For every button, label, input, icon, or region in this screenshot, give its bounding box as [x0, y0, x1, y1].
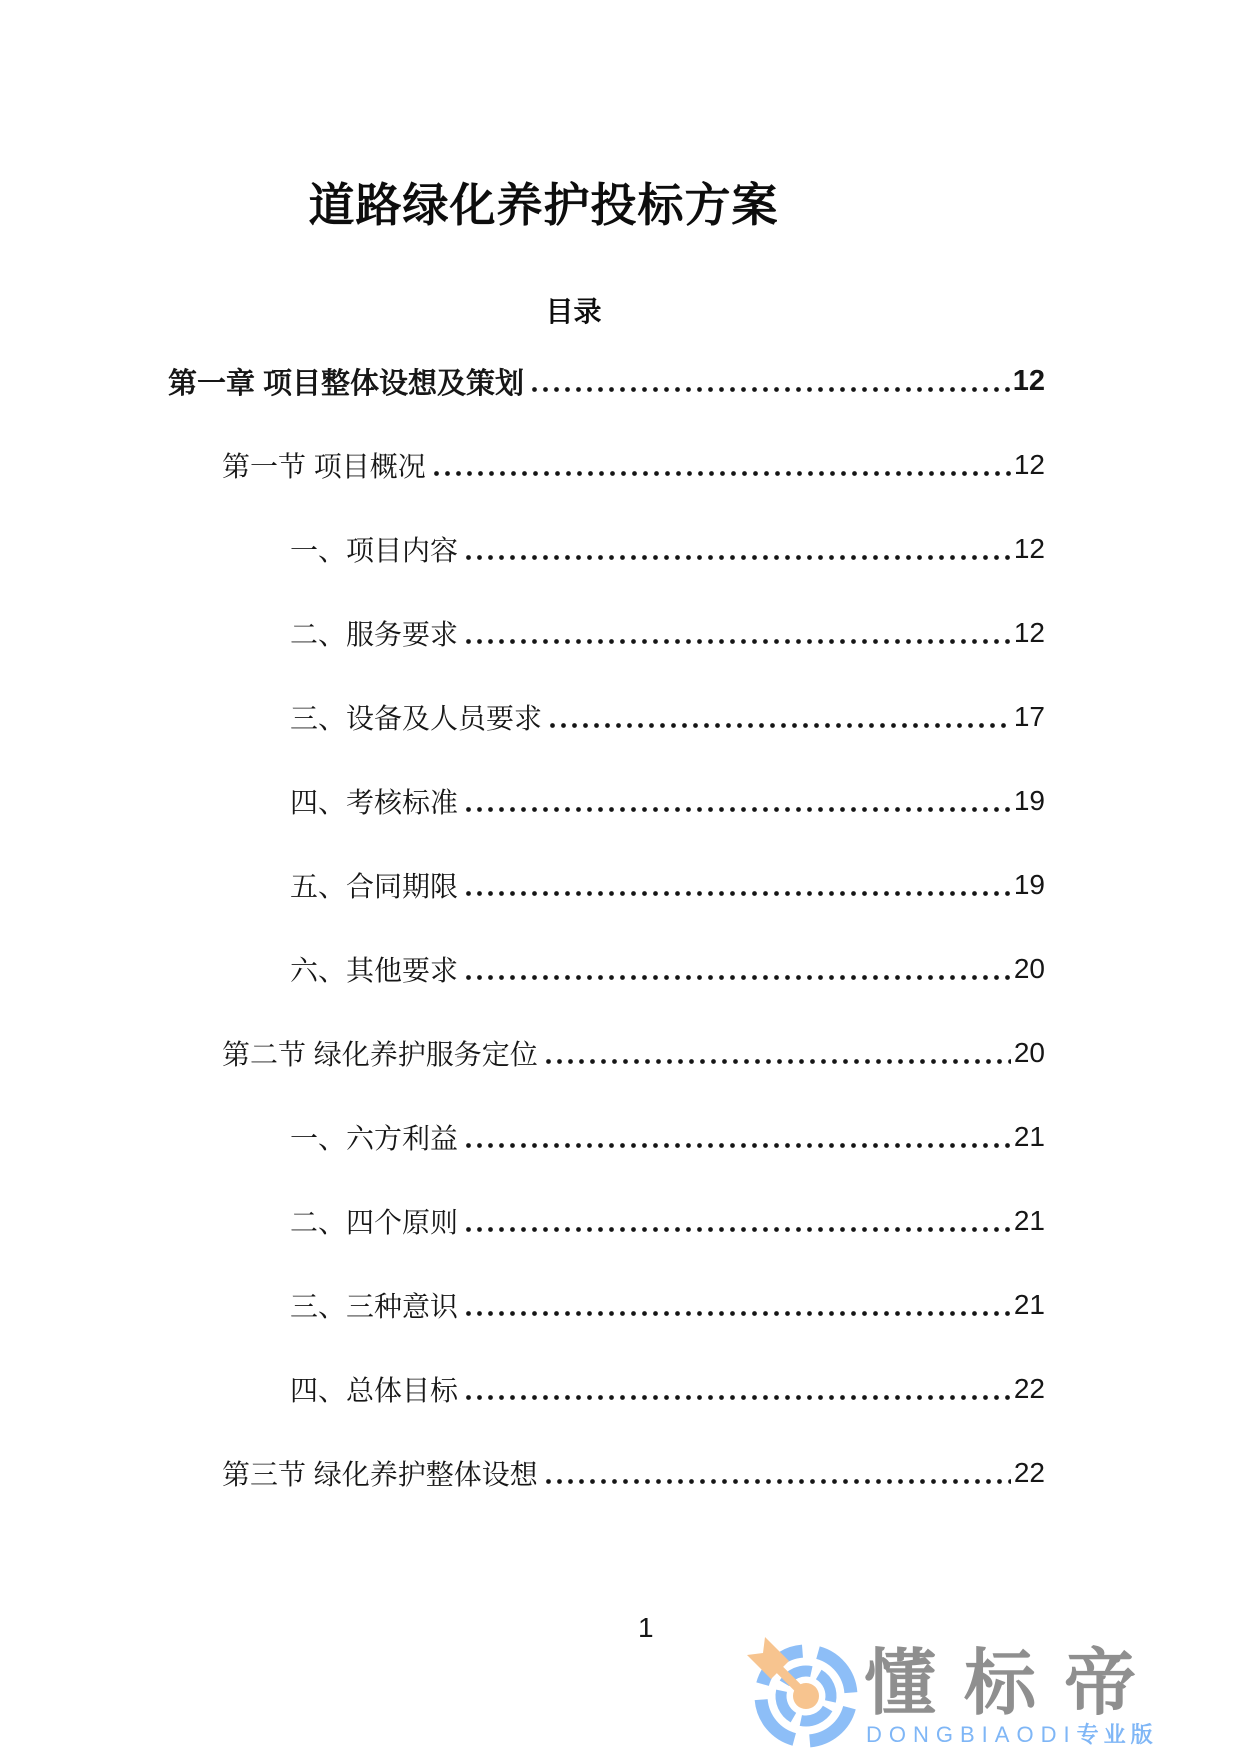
toc-entry-page: 12 — [1013, 617, 1045, 649]
toc-entry[interactable] — [168, 591, 1045, 675]
dot-leader — [431, 471, 1011, 476]
toc-entry-page: 19 — [1013, 869, 1045, 901]
dot-leader — [463, 975, 1011, 980]
toc-entry-label: 第三节 绿化养护整体设想 — [222, 1459, 538, 1491]
toc-entry-page: 12 — [1012, 364, 1045, 397]
toc-entry-label: 六、其他要求 — [290, 955, 459, 987]
toc-entry-page: 21 — [1013, 1205, 1045, 1237]
toc-entry[interactable] — [168, 927, 1045, 1011]
toc-entry[interactable] — [168, 1431, 1045, 1515]
toc-entry-label: 二、四个原则 — [290, 1207, 459, 1239]
document-title: 道路绿化养护投标方案 — [308, 179, 779, 231]
toc-entry-page: 22 — [1013, 1457, 1045, 1489]
toc-entry[interactable] — [168, 759, 1045, 843]
toc-heading: 目录 — [545, 295, 602, 327]
toc-entry[interactable] — [168, 843, 1045, 927]
dot-leader — [463, 1143, 1011, 1148]
toc-entry[interactable] — [168, 1011, 1045, 1095]
dot-leader — [463, 1311, 1011, 1316]
brand-subtitle — [866, 1722, 1158, 1747]
toc-entry[interactable] — [168, 1263, 1045, 1347]
brand-latin: DONGBIAODI — [866, 1722, 1077, 1747]
dot-leader — [463, 1395, 1011, 1400]
toc-entry-page: 21 — [1013, 1289, 1045, 1321]
dot-leader — [463, 555, 1011, 560]
dot-leader — [529, 387, 1010, 392]
toc-entry-page: 19 — [1013, 785, 1045, 817]
page-number: 1 — [638, 1612, 654, 1643]
toc-entry[interactable] — [168, 507, 1045, 591]
toc-entry-label: 三、三种意识 — [290, 1291, 459, 1323]
toc-entry[interactable] — [168, 1179, 1045, 1263]
toc-entry-label: 四、总体目标 — [290, 1375, 459, 1407]
brand-name: 懂标帝 — [864, 1644, 1165, 1724]
toc-entry-label: 四、考核标准 — [290, 787, 459, 819]
toc-entry-label: 第一章 项目整体设想及策划 — [168, 367, 525, 400]
toc-entry[interactable] — [168, 339, 1045, 423]
toc-entry-label: 一、项目内容 — [290, 535, 459, 567]
toc-entry-page: 20 — [1013, 953, 1045, 985]
dot-leader — [463, 807, 1011, 812]
bullseye-arrow-icon — [746, 1636, 866, 1754]
toc-entry-label: 五、合同期限 — [290, 871, 459, 903]
toc-entry-label: 一、六方利益 — [290, 1123, 459, 1155]
dot-leader — [463, 891, 1011, 896]
toc-entry-page: 22 — [1013, 1373, 1045, 1405]
toc-entry-page: 12 — [1013, 533, 1045, 565]
toc-entry-label: 三、设备及人员要求 — [290, 703, 543, 735]
brand-edition: 专业版 — [1076, 1722, 1158, 1747]
toc-list — [168, 339, 1045, 1515]
toc-entry-page: 21 — [1013, 1121, 1045, 1153]
toc-entry[interactable] — [168, 1095, 1045, 1179]
toc-entry-page: 17 — [1013, 701, 1045, 733]
toc-entry-page: 12 — [1013, 449, 1045, 481]
toc-entry-label: 第一节 项目概况 — [222, 451, 426, 483]
dot-leader — [547, 723, 1011, 728]
dot-leader — [543, 1479, 1011, 1484]
toc-entry[interactable] — [168, 675, 1045, 759]
toc-entry[interactable] — [168, 423, 1045, 507]
toc-entry-label: 第二节 绿化养护服务定位 — [222, 1039, 538, 1071]
dot-leader — [463, 1227, 1011, 1232]
toc-entry-page: 20 — [1013, 1037, 1045, 1069]
toc-entry[interactable] — [168, 1347, 1045, 1431]
dot-leader — [463, 639, 1011, 644]
dot-leader — [543, 1059, 1011, 1064]
toc-entry-label: 二、服务要求 — [290, 619, 459, 651]
